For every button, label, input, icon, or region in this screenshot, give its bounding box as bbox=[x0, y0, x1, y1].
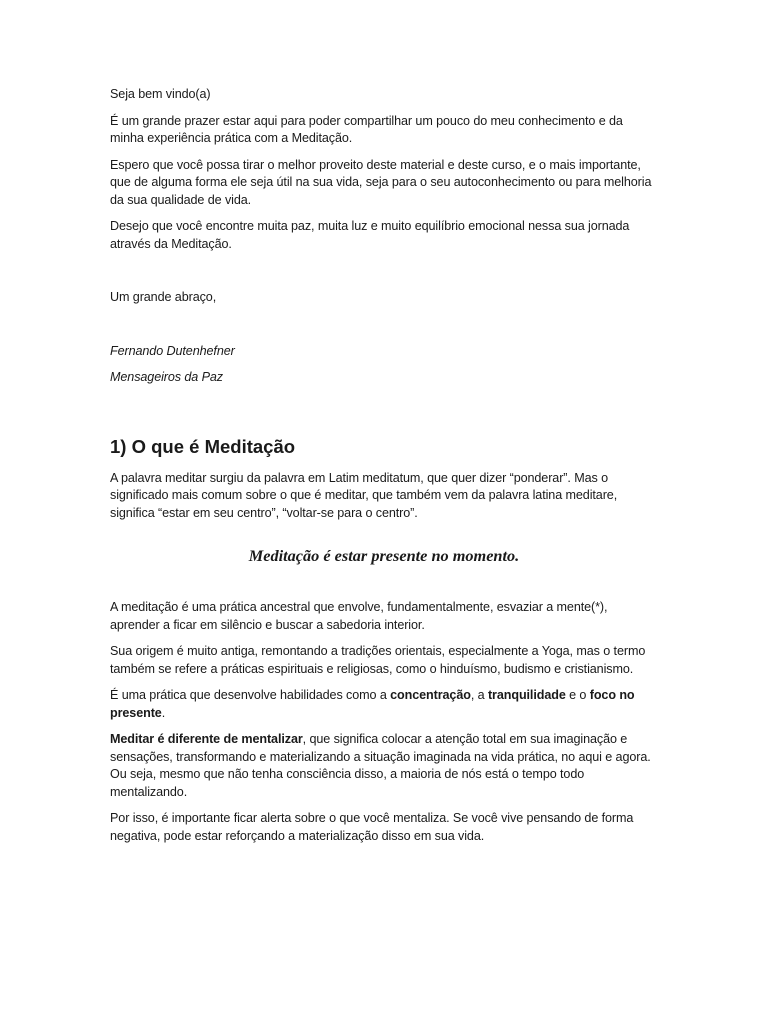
closing-text: Um grande abraço, bbox=[110, 290, 217, 304]
section-heading: 1) O que é Meditação bbox=[110, 435, 296, 457]
section-paragraph-2: Sua origem é muito antiga, remontando a tradições orientais, especialmente a Yoga, mas o termo também se refere a práticas espirituais e religiosas, como o hinduísmo, budismo e cristianismo. bbox=[110, 644, 646, 676]
p4-rest: , que significa colocar a atenção total em sua imaginação e sensações, transformando e materializando a situação imaginada na vida prática, no aqui e agora. Ou seja, mesmo que não tenha consciência disso, a maioria de nós está o tempo todo mentalizando. bbox=[110, 732, 651, 799]
welcome-paragraph-1: É um grande prazer estar aqui para poder compartilhar um pouco do meu conhecimento e da minha experiência prática com a Meditação. bbox=[110, 113, 623, 145]
highlight-quote: Meditação é estar presente no momento. bbox=[248, 546, 520, 565]
p3-sep2: e o bbox=[565, 688, 590, 702]
section-paragraph-5: Por isso, é importante ficar alerta sobre o que você mentaliza. Se você vive pensando de forma negativa, pode estar reforçando a materialização disso em sua vida. bbox=[110, 811, 634, 843]
bold-concentracao: concentração bbox=[390, 688, 471, 702]
welcome-paragraph-2: Espero que você possa tirar o melhor proveito deste material e deste curso, e o mais importante, que de alguma forma ele seja útil na sua vida, seja para o seu autoconhecimento ou para melhoria da sua qualidade de vida. bbox=[110, 157, 652, 207]
signature-org: Mensageiros da Paz bbox=[110, 370, 224, 384]
signature-name: Fernando Dutenhefner bbox=[110, 343, 235, 358]
section-paragraph-3 bbox=[110, 687, 658, 722]
bold-meditar-mentalizar: Meditar é diferente de mentalizar bbox=[110, 732, 303, 746]
bold-tranquilidade: tranquilidade bbox=[487, 688, 566, 702]
section-paragraph-1: A meditação é uma prática ancestral que envolve, fundamentalmente, esvaziar a mente(*), aprender a ficar em silêncio e buscar a sabedoria interior. bbox=[110, 600, 608, 632]
section-paragraph-4 bbox=[110, 731, 658, 801]
document-page bbox=[110, 86, 658, 845]
p3-prefix: É uma prática que desenvolve habilidades como a bbox=[110, 688, 391, 702]
p3-sep1: , a bbox=[470, 688, 488, 702]
p3-end: . bbox=[161, 705, 166, 720]
bold-foco-no-presente: foco no presente bbox=[110, 688, 635, 720]
welcome-paragraph-3: Desejo que você encontre muita paz, muita luz e muito equilíbrio emocional nessa sua jornada através da Meditação. bbox=[110, 219, 630, 251]
section-intro: A palavra meditar surgiu da palavra em Latim meditatum, que quer dizer “ponderar”. Mas o significado mais comum sobre o que é meditar, que também vem da palavra latina meditare, significa “estar em seu centro”, “voltar-se para o centro”. bbox=[110, 470, 618, 520]
greeting: Seja bem vindo(a) bbox=[110, 87, 211, 101]
